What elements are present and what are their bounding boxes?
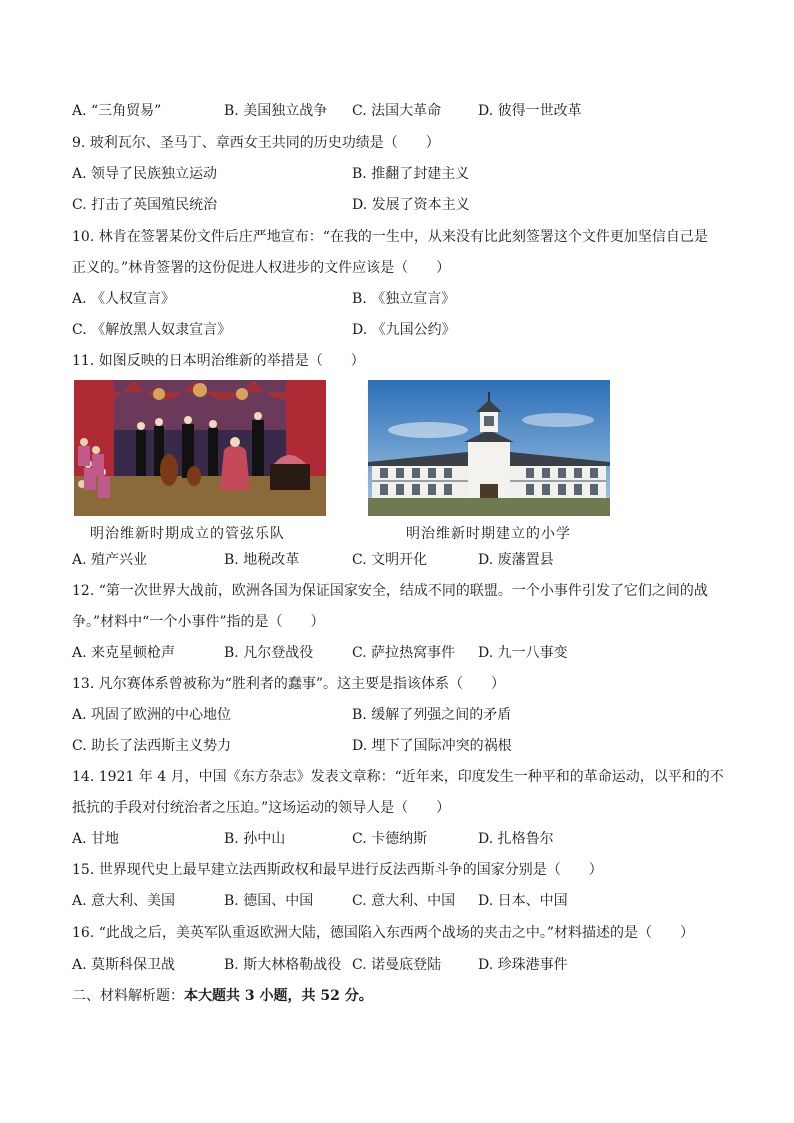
q12-stem-line1: 12. “第一次世界大战前，欧洲各国为保证国家安全，结成不同的联盟。一个小事件引发了它们之间的战 <box>72 583 708 599</box>
q9-option-a: A. 领导了民族独立运动 <box>72 166 218 182</box>
q16-option-a: A. 莫斯科保卫战 <box>72 957 176 973</box>
q14-stem-line2: 抵抗的手段对付统治者之压迫。”这场运动的领导人是（ ） <box>72 800 451 816</box>
q8-option-a: A. “三角贸易” <box>72 103 162 119</box>
q11-option-c: C. 文明开化 <box>352 552 428 568</box>
q13-option-c: C. 助长了法西斯主义势力 <box>72 738 232 754</box>
school-caption: 明治维新时期建立的小学 <box>406 526 571 542</box>
q10-option-d: D. 《九国公约》 <box>352 322 456 338</box>
q10-stem-line1: 10. 林肯在签署某份文件后庄严地宣布：“在我的一生中，从来没有比此刻签署这个文件更加坚信自己是 <box>72 229 708 245</box>
q12-option-c: C. 萨拉热窝事件 <box>352 645 456 661</box>
q14-option-b: B. 孙中山 <box>224 831 286 847</box>
q14-option-a: A. 甘地 <box>72 831 120 847</box>
q10-option-a: A. 《人权宣言》 <box>72 291 176 307</box>
q16-option-c: C. 诺曼底登陆 <box>352 957 442 973</box>
q13-option-b: B. 缓解了列强之间的矛盾 <box>352 707 512 723</box>
q8-option-c: C. 法国大革命 <box>352 103 442 119</box>
q12-option-a: A. 来克星顿枪声 <box>72 645 176 661</box>
q15-option-a: A. 意大利、美国 <box>72 893 176 909</box>
q9-stem: 9. 玻利瓦尔、圣马丁、章西女王共同的历史功绩是（ ） <box>72 135 440 151</box>
school-building-photo <box>368 380 610 516</box>
q10-option-b: B. 《独立宣言》 <box>352 291 456 307</box>
q11-option-a: A. 殖产兴业 <box>72 552 148 568</box>
section-2-description: 本大题共 3 小题，共 52 分。 <box>184 988 373 1004</box>
q8-option-b: B. 美国独立战争 <box>224 103 328 119</box>
q15-option-b: B. 德国、中国 <box>224 893 314 909</box>
q13-stem: 13. 凡尔赛体系曾被称为“胜利者的蠢事”。这主要是指该体系（ ） <box>72 676 506 692</box>
q10-option-c: C. 《解放黑人奴隶宣言》 <box>72 322 232 338</box>
q12-stem-line2: 争。”材料中“一个小事件”指的是（ ） <box>72 614 325 630</box>
q16-option-b: B. 斯大林格勒战役 <box>224 957 342 973</box>
q9-option-b: B. 推翻了封建主义 <box>352 166 470 182</box>
q16-stem: 16. “此战之后，美英军队重返欧洲大陆，德国陷入东西两个战场的夹击之中。”材料描述的是（ ） <box>72 925 695 941</box>
q8-option-d: D. 彼得一世改革 <box>478 103 582 119</box>
section-2-prefix: 二、材料解析题： <box>72 988 184 1004</box>
q9-option-d: D. 发展了资本主义 <box>352 197 470 213</box>
q12-option-d: D. 九一八事变 <box>478 645 568 661</box>
q15-option-c: C. 意大利、中国 <box>352 893 456 909</box>
q14-stem-line1: 14. 1921 年 4 月，中国《东方杂志》发表文章称：“近年来，印度发生一种平和的革命运动，以平和的不 <box>72 769 724 785</box>
q10-stem-line2: 正义的。”林肯签署的这份促进人权进步的文件应该是（ ） <box>72 260 451 276</box>
orchestra-painting <box>74 380 326 516</box>
q12-option-b: B. 凡尔登战役 <box>224 645 314 661</box>
q15-option-d: D. 日本、中国 <box>478 893 568 909</box>
q16-option-d: D. 珍珠港事件 <box>478 957 568 973</box>
q13-option-a: A. 巩固了欧洲的中心地位 <box>72 707 232 723</box>
q11-option-b: B. 地税改革 <box>224 552 300 568</box>
orchestra-caption: 明治维新时期成立的管弦乐队 <box>90 526 285 542</box>
q9-option-c: C. 打击了英国殖民统治 <box>72 197 218 213</box>
q14-option-d: D. 扎格鲁尔 <box>478 831 554 847</box>
q14-option-c: C. 卡德纳斯 <box>352 831 428 847</box>
q11-option-d: D. 废藩置县 <box>478 552 554 568</box>
q11-stem: 11. 如图反映的日本明治维新的举措是（ ） <box>72 353 365 369</box>
section-2-heading <box>72 986 373 1006</box>
q13-option-d: D. 埋下了国际冲突的祸根 <box>352 738 512 754</box>
q15-stem: 15. 世界现代史上最早建立法西斯政权和最早进行反法西斯斗争的国家分别是（ ） <box>72 862 603 878</box>
